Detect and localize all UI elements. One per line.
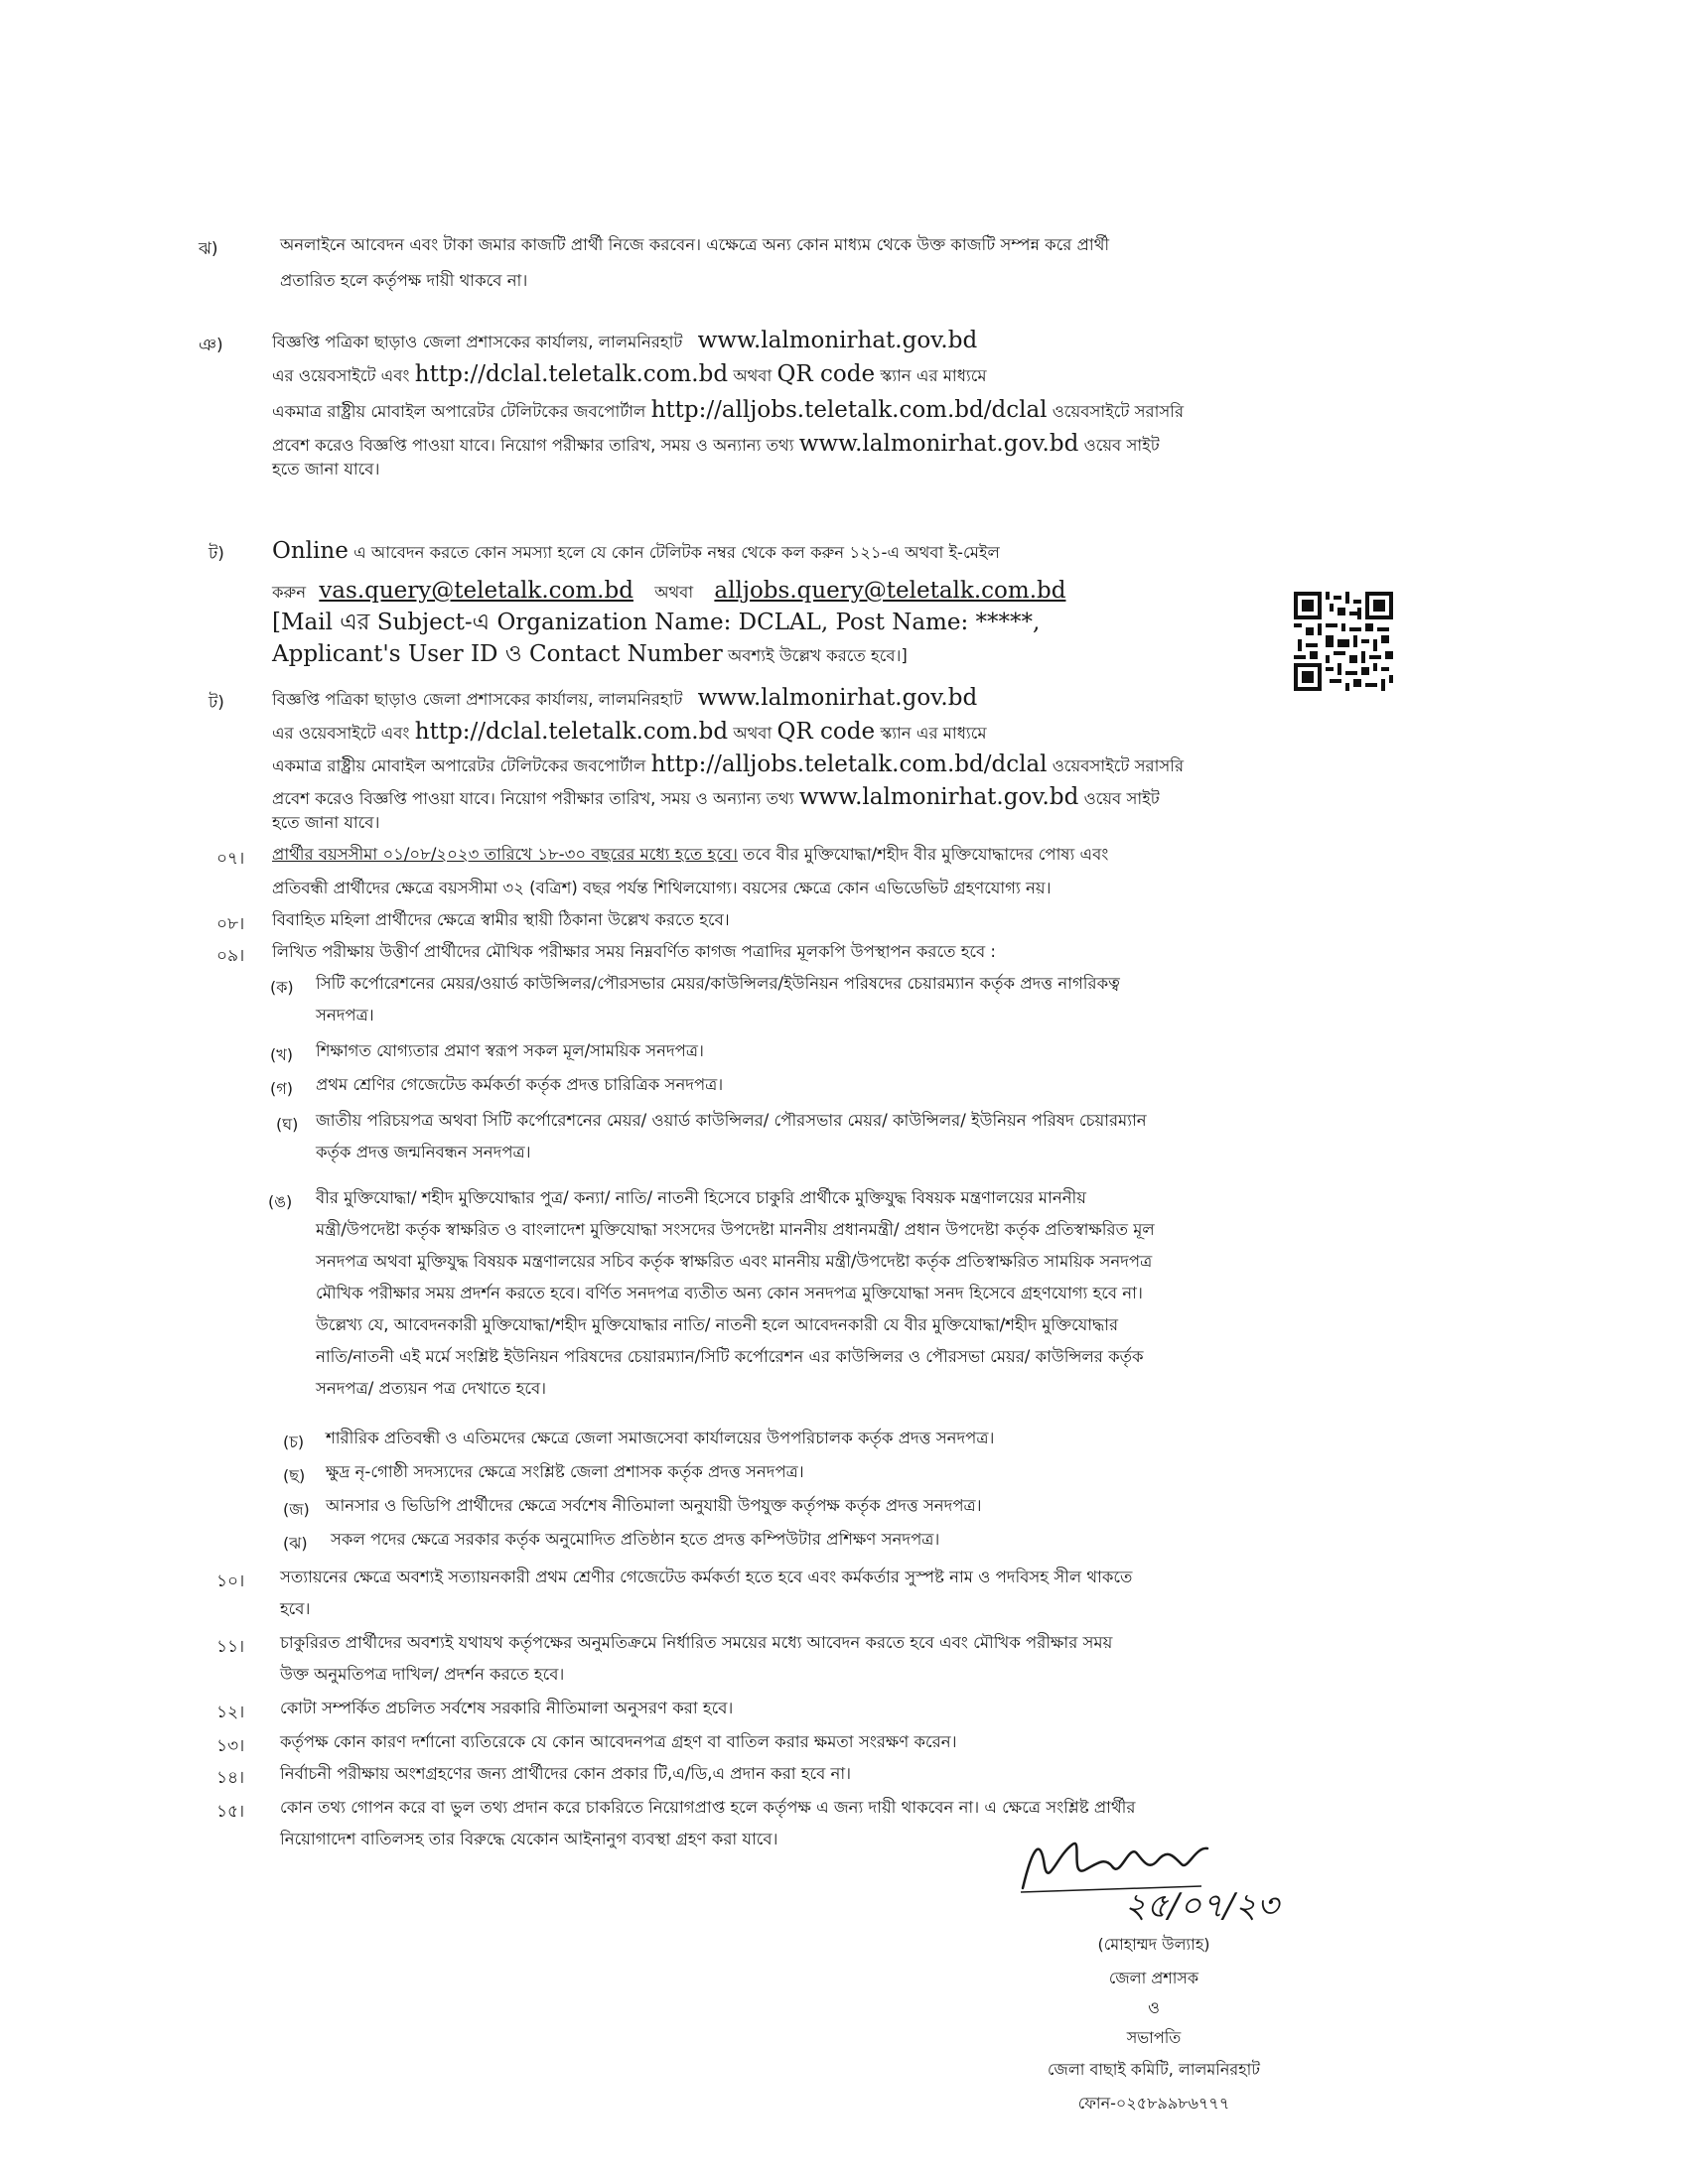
item-line: [Mail এর Subject-এ Organization Name: DCLAL, Post Name: *****, [272, 610, 1041, 635]
sub-marker: (জ) [283, 1500, 310, 1519]
item-marker: ১৪। [216, 1768, 245, 1788]
item-marker: ঞ) [199, 336, 223, 355]
item-line: বিজ্ঞপ্তি পত্রিকা ছাড়াও জেলা প্রশাসকের কার্যালয়, লালমনিরহাট www.lalmonirhat.gov.bd [272, 685, 978, 711]
signatory-title: জেলা প্রশাসক [1108, 1969, 1199, 1987]
dclal-link[interactable]: http://dclal.teletalk.com.bd [414, 719, 729, 745]
sub-marker: (ঝ) [283, 1534, 308, 1553]
committee-name: জেলা বাছাই কমিটি, লালমনিরহাট [1048, 2060, 1260, 2079]
website-link[interactable]: www.lalmonirhat.gov.bd [798, 431, 1079, 457]
sub-line: জাতীয় পরিচয়পত্র অথবা সিটি কর্পোরেশনের মেয়র/ ওয়ার্ড কাউন্সিলর/ পৌরসভার মেয়র/ কাউন্সিলর/ ইউনিয়ন পরিষদ চেয়ারম্যান [316, 1111, 1147, 1130]
item-line: হতে জানা যাবে। [272, 813, 380, 832]
item-line: প্রার্থীর বয়সসীমা ০১/০৮/২০২৩ তারিখে ১৮-৩০ বছরের মধ্যে হতে হবে। তবে বীর মুক্তিযোদ্ধা/শহীদ বীর মুক্তিযোদ্ধাদের পোষ্য এবং [272, 845, 1109, 864]
sub-marker: (ক) [270, 978, 294, 997]
signatory-name: (মোহাম্মদ উল্যাহ) [1097, 1935, 1210, 1954]
sub-line: সনদপত্র অথবা মুক্তিযুদ্ধ বিষয়ক মন্ত্রণালয়ের সচিব কর্তৃক স্বাক্ষরিত এবং মাননীয় মন্ত্রী/উপদেষ্টা কর্তৃক প্রতিস্বাক্ষরিত সাময়িক সনদপত্র [316, 1252, 1153, 1271]
signatory-and: ও [1148, 1998, 1160, 2017]
sub-line: উল্লেখ্য যে, আবেদনকারী মুক্তিযোদ্ধা/শহীদ মুক্তিযোদ্ধার নাতি/ নাতনী হলে আবেদনকারী যে বীর মুক্তিযোদ্ধা/শহীদ মুক্তিযোদ্ধার [316, 1315, 1119, 1334]
item-marker: ০৯। [216, 946, 245, 966]
item-marker: ১০। [216, 1571, 245, 1591]
item-line: প্রবেশ করেও বিজ্ঞপ্তি পাওয়া যাবে। নিয়োগ পরীক্ষার তারিখ, সময় ও অন্যান্য তথ্য www.lalmonirhat.gov.bd ওয়েব সাইট [272, 431, 1160, 457]
item-marker: ঝ) [199, 239, 218, 259]
item-line: লিখিত পরীক্ষায় উত্তীর্ণ প্রার্থীদের মৌখিক পরীক্ষার সময় নিম্নবর্ণিত কাগজ পত্রাদির মূলকপি উপস্থাপন করতে হবে : [272, 942, 996, 961]
item-line: উক্ত অনুমতিপত্র দাখিল/ প্রদর্শন করতে হবে। [280, 1665, 565, 1684]
sub-line: প্রথম শ্রেণির গেজেটেড কর্মকর্তা কর্তৃক প্রদত্ত চারিত্রিক সনদপত্র। [316, 1075, 724, 1094]
item-line: হতে জানা যাবে। [272, 460, 380, 478]
item-line: একমাত্র রাষ্ট্রীয় মোবাইল অপারেটর টেলিটকের জবপোর্টাল http://alljobs.teletalk.com.bd/dclal ওয়েবসাইটে সরাসরি [272, 397, 1185, 423]
item-line: অনলাইনে আবেদন এবং টাকা জমার কাজটি প্রার্থী নিজে করবেন। এক্ষেত্রে অন্য কোন মাধ্যম থেকে উক্ত কাজটি সম্পন্ন করে প্রার্থী [280, 235, 1110, 254]
website-link[interactable]: www.lalmonirhat.gov.bd [697, 328, 978, 353]
sub-line: সকল পদের ক্ষেত্রে সরকার কর্তৃক অনুমোদিত প্রতিষ্ঠান হতে প্রদত্ত কম্পিউটার প্রশিক্ষণ সনদপত্র। [331, 1530, 940, 1549]
sub-line: ক্ষুদ্র নৃ-গোষ্ঠী সদস্যদের ক্ষেত্রে সংশ্লিষ্ট জেলা প্রশাসক কর্তৃক প্রদত্ত সনদপত্র। [326, 1462, 804, 1481]
item-line: প্রবেশ করেও বিজ্ঞপ্তি পাওয়া যাবে। নিয়োগ পরীক্ষার তারিখ, সময় ও অন্যান্য তথ্য www.lalmonirhat.gov.bd ওয়েব সাইট [272, 784, 1160, 810]
sub-line: সনদপত্র/ প্রত্যয়ন পত্র দেখাতে হবে। [316, 1379, 547, 1398]
item-marker: ১৩। [216, 1736, 245, 1756]
alljobs-link[interactable]: http://alljobs.teletalk.com.bd/dclal [650, 751, 1048, 777]
item-line: প্রতারিত হলে কর্তৃপক্ষ দায়ী থাকবে না। [280, 271, 528, 290]
sub-marker: (ছ) [283, 1466, 306, 1485]
item-line: প্রতিবন্ধী প্রার্থীদের ক্ষেত্রে বয়সসীমা ৩২ (বত্রিশ) বছর পর্যন্ত শিথিলযোগ্য। বয়সের ক্ষেত্রে কোন এভিডেভিট গ্রহণযোগ্য নয়। [272, 879, 1052, 897]
item-line: সত্যায়নের ক্ষেত্রে অবশ্যই সত্যায়নকারী প্রথম শ্রেণীর গেজেটেড কর্মকর্তা হতে হবে এবং কর্মকর্তার সুস্পষ্ট নাম ও পদবিসহ সীল থাকতে [280, 1568, 1133, 1586]
item-line: বিবাহিত মহিলা প্রার্থীদের ক্ষেত্রে স্বামীর স্থায়ী ঠিকানা উল্লেখ করতে হবে। [272, 910, 730, 929]
signatory-role: সভাপতি [1126, 2028, 1182, 2047]
item-line: Online এ আবেদন করতে কোন সমস্যা হলে যে কোন টেলিটক নম্বর থেকে কল করুন ১২১-এ অথবা ই-মেইল [272, 538, 1000, 564]
item-line: কর্তৃপক্ষ কোন কারণ দর্শানো ব্যতিরেকে যে কোন আবেদনপত্র গ্রহণ বা বাতিল করার ক্ষমতা সংরক্ষণ করেন। [280, 1732, 957, 1751]
sub-marker: (ঘ) [276, 1115, 299, 1134]
item-marker: ০৮। [216, 914, 245, 934]
item-line: এর ওয়েবসাইটে এবং http://dclal.teletalk.com.bd অথবা QR code স্ক্যান এর মাধ্যমে [272, 719, 987, 745]
email-alljobs-link[interactable]: alljobs.query@teletalk.com.bd [714, 578, 1066, 604]
sub-marker: (ঙ) [268, 1192, 293, 1211]
sub-marker: (গ) [270, 1079, 293, 1098]
item-marker: ট) [209, 544, 224, 564]
item-line: বিজ্ঞপ্তি পত্রিকা ছাড়াও জেলা প্রশাসকের কার্যালয়, লালমনিরহাট www.lalmonirhat.gov.bd [272, 328, 978, 353]
dclal-link[interactable]: http://dclal.teletalk.com.bd [414, 361, 729, 387]
sub-line: সিটি কর্পোরেশনের মেয়র/ওয়ার্ড কাউন্সিলর/পৌরসভার মেয়র/কাউন্সিলর/ইউনিয়ন পরিষদের চেয়ারম্যান কর্তৃক প্রদত্ত নাগরিকত্ব [316, 974, 1120, 993]
signature-date: ২৫/০৭/২৩ [1124, 1886, 1279, 1926]
item-line: হবে। [280, 1599, 311, 1618]
website-link[interactable]: www.lalmonirhat.gov.bd [697, 685, 978, 711]
sub-line: শিক্ষাগত যোগ্যতার প্রমাণ স্বরূপ সকল মূল/সাময়িক সনদপত্র। [316, 1041, 704, 1060]
sub-marker: (চ) [283, 1433, 305, 1451]
item-line: চাকুরিরত প্রার্থীদের অবশ্যই যথাযথ কর্তৃপক্ষের অনুমতিক্রমে নির্ধারিত সময়ের মধ্যে আবেদন করতে হবে এবং মৌখিক পরীক্ষার সময় [280, 1633, 1113, 1652]
alljobs-link[interactable]: http://alljobs.teletalk.com.bd/dclal [650, 397, 1048, 423]
sub-line: মন্ত্রী/উপদেষ্টা কর্তৃক স্বাক্ষরিত ও বাংলাদেশ মুক্তিযোদ্ধা সংসদের উপদেষ্টা মাননীয় প্রধানমন্ত্রী/ প্রধান উপদেষ্টা কর্তৃক প্রতিস্বাক্ষরিত মূল [316, 1220, 1155, 1239]
sub-line: আনসার ও ভিডিপি প্রার্থীদের ক্ষেত্রে সর্বশেষ নীতিমালা অনুযায়ী উপযুক্ত কর্তৃপক্ষ কর্তৃক প্রদত্ত সনদপত্র। [326, 1496, 982, 1515]
item-line: নির্বাচনী পরীক্ষায় অংশগ্রহণের জন্য প্রার্থীদের কোন প্রকার টি,এ/ডি,এ প্রদান করা হবে না। [280, 1764, 852, 1783]
item-line: নিয়োগাদেশ বাতিলসহ তার বিরুদ্ধে যেকোন আইনানুগ ব্যবস্থা গ্রহণ করা যাবে। [280, 1830, 778, 1848]
sub-line: শারীরিক প্রতিবন্ধী ও এতিমদের ক্ষেত্রে জেলা সমাজসেবা কার্যালয়ের উপপরিচালক কর্তৃক প্রদত্ত সনদপত্র। [326, 1429, 995, 1447]
sub-line: সনদপত্র। [316, 1006, 374, 1024]
item-marker: ১২। [216, 1703, 245, 1722]
sub-line: কর্তৃক প্রদত্ত জন্মনিবন্ধন সনদপত্র। [316, 1143, 531, 1161]
item-marker: ১১। [216, 1637, 245, 1657]
item-line: কোন তথ্য গোপন করে বা ভুল তথ্য প্রদান করে চাকরিতে নিয়োগপ্রাপ্ত হলে কর্তৃপক্ষ এ জন্য দায়ী থাকবেন না। এ ক্ষেত্রে সংশ্লিষ্ট প্রার্থীর [280, 1798, 1136, 1817]
item-marker: ট) [209, 693, 224, 713]
item-line: Applicant's User ID ও Contact Number অবশ্যই উল্লেখ করতে হবে।] [272, 641, 908, 667]
item-marker: ১৫। [216, 1802, 245, 1822]
item-line: একমাত্র রাষ্ট্রীয় মোবাইল অপারেটর টেলিটকের জবপোর্টাল http://alljobs.teletalk.com.bd/dclal ওয়েবসাইটে সরাসরি [272, 751, 1185, 777]
sub-line: নাতি/নাতনী এই মর্মে সংশ্লিষ্ট ইউনিয়ন পরিষদের চেয়ারম্যান/সিটি কর্পোরেশন এর কাউন্সিলর ও পৌরসভা মেয়র/ কাউন্সিলর কর্তৃক [316, 1347, 1144, 1366]
sub-line: বীর মুক্তিযোদ্ধা/ শহীদ মুক্তিযোদ্ধার পুত্র/ কন্যা/ নাতি/ নাতনী হিসেবে চাকুরি প্রার্থীকে মুক্তিযুদ্ধ বিষয়ক মন্ত্রণালয়ের মাননীয় [316, 1188, 1086, 1207]
item-line: কোটা সম্পর্কিত প্রচলিত সর্বশেষ সরকারি নীতিমালা অনুসরণ করা হবে। [280, 1699, 734, 1717]
qr-code-icon [1294, 592, 1393, 691]
item-line: করুন vas.query@teletalk.com.bd অথবা alljobs.query@teletalk.com.bd [272, 578, 1066, 604]
website-link[interactable]: www.lalmonirhat.gov.bd [798, 784, 1079, 810]
item-line: এর ওয়েবসাইটে এবং http://dclal.teletalk.com.bd অথবা QR code স্ক্যান এর মাধ্যমে [272, 361, 987, 387]
sub-line: মৌখিক পরীক্ষার সময় প্রদর্শন করতে হবে। বর্ণিত সনদপত্র ব্যতীত অন্য কোন সনদপত্র মুক্তিযোদ্ধা সনদ হিসেবে গ্রহণযোগ্য হবে না। [316, 1284, 1143, 1302]
phone-number: ফোন-০২৫৮৯৯৮৬৭৭৭ [1077, 2094, 1230, 2113]
email-vas-link[interactable]: vas.query@teletalk.com.bd [319, 578, 633, 604]
item-marker: ০৭। [216, 849, 245, 869]
sub-marker: (খ) [270, 1045, 293, 1064]
